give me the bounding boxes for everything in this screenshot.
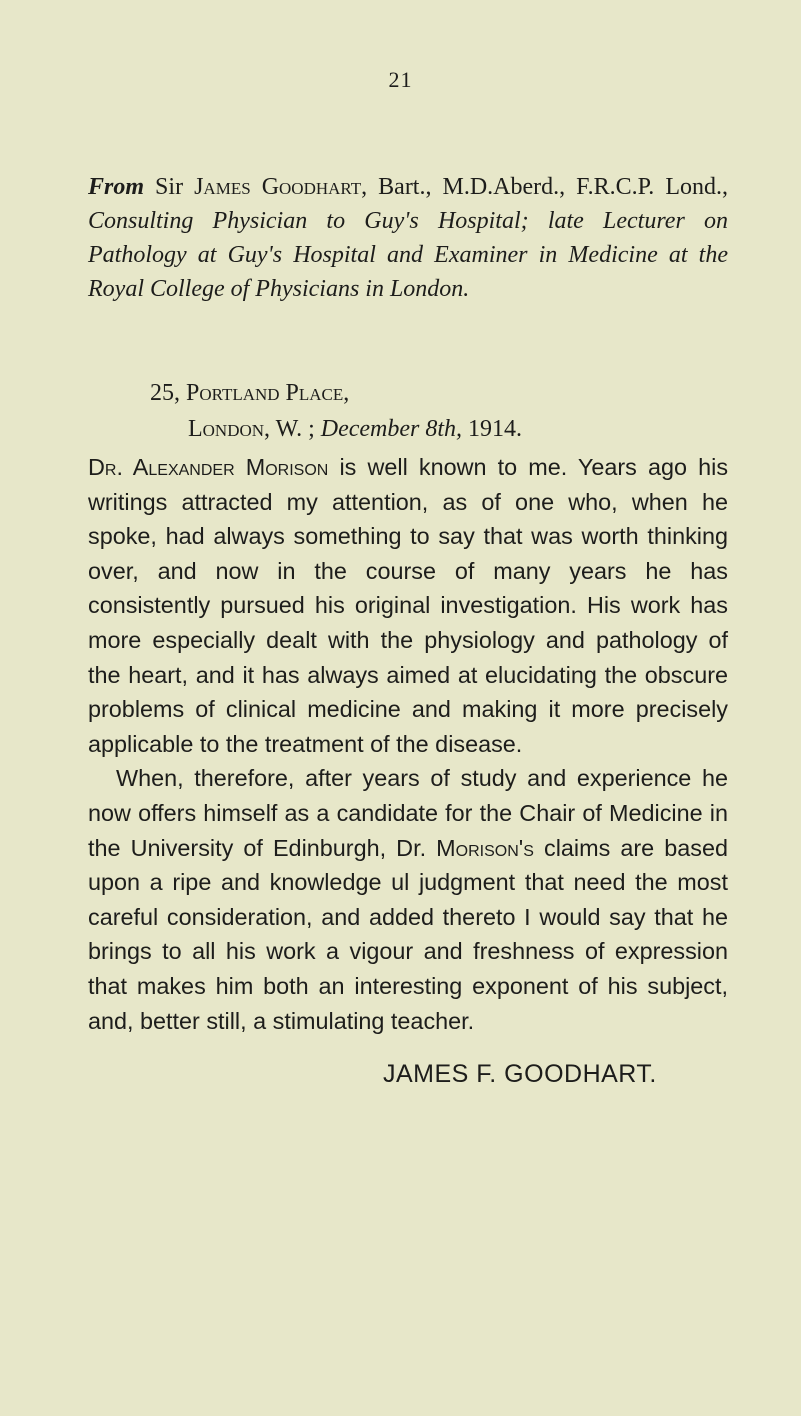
name-prefix: Sir (155, 174, 184, 200)
paragraph-2-text-b: claims are based upon a ripe and knowledge ul judgment that need the most careful consideration, and added thereto I would say that he brings to all his work a vigour and freshness of expression that makes him both an interesting exponent of his subject, and, better still, a stimulating teacher. (88, 834, 729, 1034)
letter-date: December 8th, (320, 416, 463, 442)
paragraph-1 (88, 450, 728, 761)
paragraph-2 (88, 761, 728, 1038)
city-name: London, (188, 416, 271, 442)
letter-year: 1914. (468, 416, 523, 442)
page-number: 21 (388, 67, 413, 92)
author-description: Consulting Physician to Guy's Hospital; late Lecturer on Pathology at Guy's Hospital and Examiner in Medicine at the Royal College of Physicians in London. (88, 208, 728, 302)
address-line-2 (150, 411, 750, 447)
author-degrees: Bart., M.D.Aberd., F.R.C.P. Lond., (378, 174, 729, 200)
subject-name: Dr. Alexander Morison (88, 454, 329, 480)
street-name: Portland Place, (186, 380, 350, 406)
paragraph-2-text-a: When, therefore, after years of study and experience he now offers himself as a candidate for the Chair of Medicine in the University of Edinburgh, Dr. (88, 765, 728, 861)
paragraph-1-text: is well known to me. Years ago his writings attracted my attention, as of one who, when he spoke, had always something to say that was worth thinking over, and now in the course of many years he has consistently pursued his original investigation. His work has more especially dealt with the physiology and pathology of the heart, and it has always aimed at elucidating the obscure problems of clinical medicine and making it more precisely applicable to the treatment of the disease. (88, 454, 729, 757)
district: W. ; (275, 416, 315, 442)
from-word: From (88, 174, 145, 200)
street-number: 25, (150, 380, 180, 406)
address-line-1 (150, 375, 750, 411)
author-name: James Goodhart, (194, 174, 368, 200)
letter-body (88, 450, 728, 1038)
subject-name-possessive: Morison's (436, 834, 534, 861)
signature: JAMES F. GOODHART. (383, 1060, 657, 1088)
address-block (150, 375, 750, 447)
letter-header (88, 170, 728, 306)
